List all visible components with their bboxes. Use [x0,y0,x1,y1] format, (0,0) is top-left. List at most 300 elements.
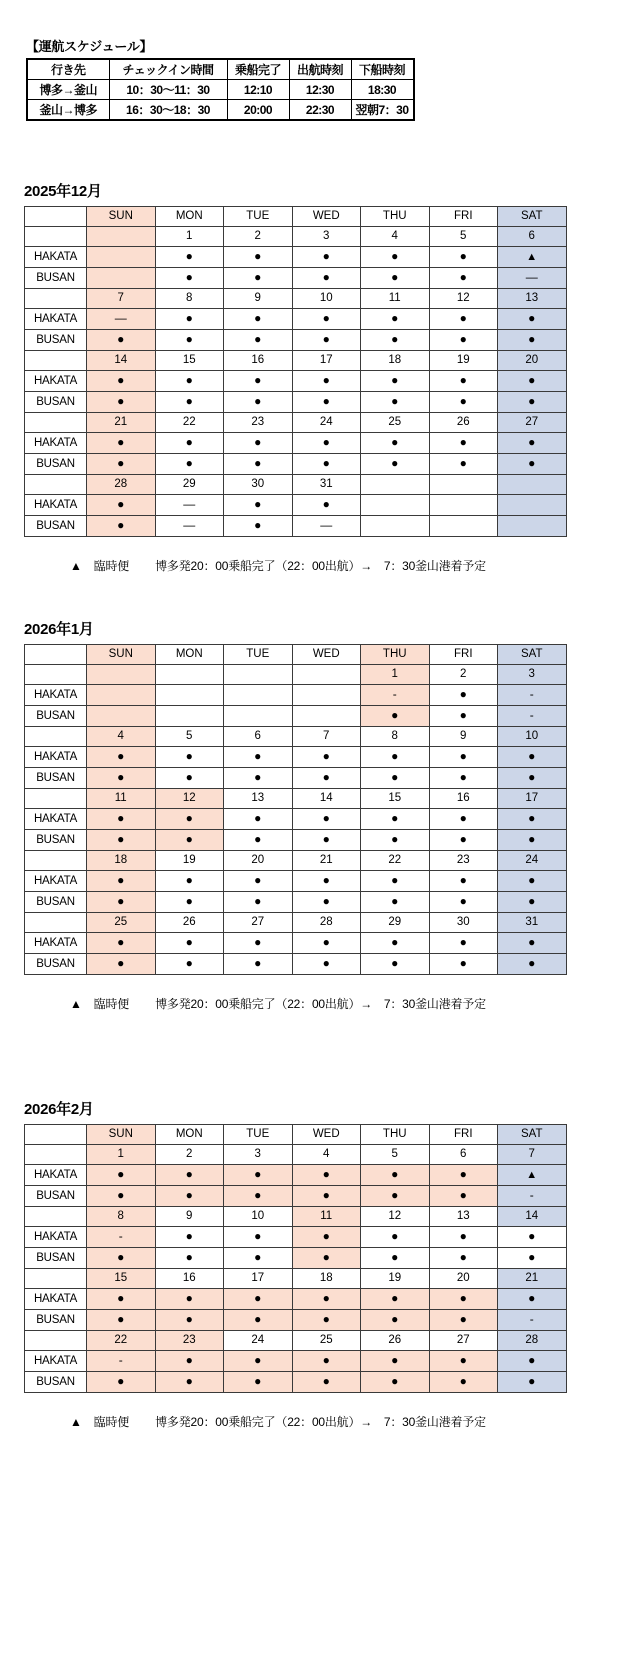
service-symbol-icon: ● [117,1188,125,1202]
calendar-busan-cell [292,454,361,475]
calendar-hakata-cell [224,1227,293,1248]
service-symbol-icon: - [392,687,397,701]
calendar-hakata-cell [361,247,430,268]
calendar-date-cell: 11 [361,289,430,309]
calendar-date-cell: 6 [498,227,567,247]
service-symbol-icon: ● [185,935,193,949]
service-symbol-icon: ● [117,956,125,970]
calendar-date-cell: 15 [361,789,430,809]
service-symbol-icon: ● [459,956,467,970]
calendar-date-cell: 3 [292,227,361,247]
calendar-hakata-row [25,1351,567,1372]
service-symbol-icon: ● [528,1374,536,1388]
calendar-hakata-cell [155,309,224,330]
service-symbol-icon: ● [528,894,536,908]
calendar-legend-note [24,557,584,574]
service-symbol-icon: ● [528,311,536,325]
calendar-busan-cell [292,330,361,351]
calendar-busan-cell [361,1248,430,1269]
calendar-row-label-blank [25,913,87,933]
calendar-hakata-cell [498,1165,567,1186]
calendar-row-label-blank [25,475,87,495]
calendar-hakata-cell [155,433,224,454]
service-symbol-icon: - [529,687,534,701]
calendar-busan-cell [224,392,293,413]
service-symbol-icon: ● [459,249,467,263]
service-symbol-icon: ● [117,832,125,846]
calendar-busan-row [25,706,567,727]
calendar-date-cell: 13 [224,789,293,809]
calendar-busan-cell [87,268,156,289]
calendar-busan-cell [429,1310,498,1331]
service-symbol-icon: ● [528,935,536,949]
schedule-row-hakata-to-busan [27,80,414,100]
calendar-corner-cell [25,1125,87,1145]
calendar-row-label-hakata: HAKATA [25,809,87,830]
calendar-date-cell: 19 [155,851,224,871]
calendar-date-cell [361,475,430,495]
calendar-hakata-cell [155,371,224,392]
calendar-row-label-blank [25,1145,87,1165]
service-symbol-icon: ● [459,1250,467,1264]
calendar-row-label-blank [25,227,87,247]
schedule-cell-checkin: 10：30～11：30 [109,80,227,100]
calendar-busan-cell [87,454,156,475]
service-symbol-icon: ● [528,435,536,449]
calendar-date-cell: 10 [498,727,567,747]
calendar-row-label-hakata: HAKATA [25,1289,87,1310]
calendar-busan-cell [224,768,293,789]
calendar-hakata-cell [429,371,498,392]
service-symbol-icon: ● [254,1291,262,1305]
calendar-hakata-row [25,933,567,954]
calendar-hakata-cell [224,685,293,706]
calendar-date-cell: 2 [155,1145,224,1165]
service-symbol-icon: ● [254,1353,262,1367]
calendar-date-cell: 23 [429,851,498,871]
schedule-cell-disembark: 翌朝7：30 [351,100,414,121]
calendar-hakata-cell [498,1351,567,1372]
calendar-dow-mon: MON [155,1125,224,1145]
service-symbol-icon: ● [117,435,125,449]
service-symbol-icon: ● [117,935,125,949]
calendar-hakata-cell [87,247,156,268]
calendar-busan-cell [292,1372,361,1393]
service-symbol-icon: ● [528,749,536,763]
calendar-busan-cell [292,892,361,913]
calendar-date-cell: 11 [87,789,156,809]
service-symbol-icon: ● [185,1291,193,1305]
calendar-date-cell: 3 [224,1145,293,1165]
calendar-hakata-cell [429,1289,498,1310]
service-symbol-icon: ● [185,332,193,346]
calendar-hakata-cell [292,1351,361,1372]
calendar-hakata-row [25,685,567,706]
calendar-hakata-cell [292,747,361,768]
calendar-date-row [25,851,567,871]
service-symbol-icon: ● [391,270,399,284]
service-symbol-icon: ● [459,435,467,449]
calendar-hakata-cell [155,1165,224,1186]
service-symbol-icon: ● [391,1353,399,1367]
service-symbol-icon: ● [322,894,330,908]
service-symbol-icon: ● [117,1312,125,1326]
service-symbol-icon: ● [459,394,467,408]
calendar-busan-cell [361,516,430,537]
calendar-hakata-cell [155,933,224,954]
calendar-busan-cell [361,1310,430,1331]
schedule-cell-departure: 12:30 [289,80,351,100]
schedule-col-departure: 出航時刻 [289,59,351,80]
calendar-row-label-hakata: HAKATA [25,1351,87,1372]
service-symbol-icon: ● [528,832,536,846]
service-symbol-icon: ▲ [526,250,538,263]
service-symbol-icon: ● [528,770,536,784]
calendar-hakata-cell [292,247,361,268]
calendar-hakata-cell [498,495,567,516]
calendar-row-label-blank [25,289,87,309]
schedule-cell-disembark: 18:30 [351,80,414,100]
legend-text: 博多発20：00乗船完了（22：00出航）→ 7：30釜山港着予定 [155,1415,486,1429]
calendar-date-row [25,1269,567,1289]
service-symbol-icon: ● [528,1250,536,1264]
calendar-busan-cell [224,268,293,289]
calendar-busan-row [25,454,567,475]
calendar-date-cell [429,475,498,495]
service-symbol-icon: ● [391,811,399,825]
service-symbol-icon: - [118,1229,123,1243]
service-symbol-icon: ● [185,249,193,263]
calendar-hakata-cell [361,1289,430,1310]
calendar-date-row [25,789,567,809]
calendar-busan-cell [292,768,361,789]
calendar-busan-cell [361,454,430,475]
calendar-hakata-cell [361,1351,430,1372]
calendar-date-cell: 16 [224,351,293,371]
calendar-hakata-cell [224,371,293,392]
calendar-busan-cell [429,330,498,351]
calendar-date-cell: 5 [429,227,498,247]
service-symbol-icon: ● [391,708,399,722]
service-symbol-icon: ● [528,373,536,387]
service-symbol-icon: ● [185,311,193,325]
calendar-date-cell: 21 [498,1269,567,1289]
calendar-hakata-cell [155,685,224,706]
calendar-date-cell: 29 [361,913,430,933]
calendar-busan-cell [361,1186,430,1207]
calendar-block-2026-02 [24,1098,584,1430]
service-symbol-icon: ● [117,1167,125,1181]
calendar-hakata-cell [292,933,361,954]
calendar-busan-cell [361,954,430,975]
calendar-date-cell: 4 [361,227,430,247]
calendar-dow-header-row [25,207,567,227]
service-symbol-icon: — [320,518,333,532]
calendar-date-row [25,1207,567,1227]
calendar-busan-row [25,768,567,789]
calendar-date-cell: 5 [155,727,224,747]
calendar-hakata-cell [224,747,293,768]
calendar-row-label-busan: BUSAN [25,392,87,413]
calendar-hakata-cell [498,809,567,830]
calendar-date-cell: 7 [87,289,156,309]
calendar-busan-cell [498,892,567,913]
calendar-date-cell: 16 [155,1269,224,1289]
service-symbol-icon: ● [459,894,467,908]
service-symbol-icon: ● [117,497,125,511]
calendar-row-label-busan: BUSAN [25,516,87,537]
calendar-hakata-cell [87,871,156,892]
calendar-hakata-cell [429,1227,498,1248]
calendar-busan-row [25,1186,567,1207]
service-symbol-icon: ● [322,332,330,346]
service-symbol-icon: ● [322,935,330,949]
calendar-busan-cell [429,768,498,789]
calendar-hakata-row [25,309,567,330]
calendar-busan-cell [429,1248,498,1269]
calendar-busan-row [25,1248,567,1269]
calendar-row-label-blank [25,351,87,371]
service-symbol-icon: ● [391,1167,399,1181]
calendar-date-cell: 16 [429,789,498,809]
calendar-busan-cell [155,1310,224,1331]
service-symbol-icon: ● [459,811,467,825]
service-symbol-icon: - [118,1353,123,1367]
calendar-busan-cell [224,1372,293,1393]
calendar-row-label-busan: BUSAN [25,1248,87,1269]
service-symbol-icon: ● [185,1353,193,1367]
calendar-busan-cell [224,516,293,537]
service-symbol-icon: ● [117,373,125,387]
calendar-busan-cell [87,892,156,913]
calendar-busan-cell [155,268,224,289]
calendar-dow-tue: TUE [224,645,293,665]
calendar-date-cell: 8 [361,727,430,747]
legend-text: 博多発20：00乗船完了（22：00出航）→ 7：30釜山港着予定 [155,997,486,1011]
service-symbol-icon: ● [117,873,125,887]
calendar-busan-cell [224,454,293,475]
calendar-table [24,644,567,975]
service-symbol-icon: - [529,708,534,722]
service-symbol-icon: ● [254,1167,262,1181]
calendar-hakata-cell [361,495,430,516]
calendar-date-cell: 18 [87,851,156,871]
calendar-busan-cell [498,954,567,975]
service-symbol-icon: ● [185,1188,193,1202]
calendar-row-label-hakata: HAKATA [25,309,87,330]
service-symbol-icon: ● [185,749,193,763]
service-symbol-icon: ● [185,894,193,908]
calendar-corner-cell [25,645,87,665]
schedule-cell-boarding: 12:10 [227,80,289,100]
service-symbol-icon: ● [254,394,262,408]
service-symbol-icon: ● [254,956,262,970]
calendar-hakata-cell [498,747,567,768]
calendar-busan-cell [361,706,430,727]
calendar-hakata-cell [155,1351,224,1372]
service-symbol-icon: ● [322,1291,330,1305]
calendar-date-cell: 27 [429,1331,498,1351]
calendar-busan-row [25,892,567,913]
calendar-row-label-blank [25,851,87,871]
service-symbol-icon: ● [322,770,330,784]
calendar-row-label-busan: BUSAN [25,268,87,289]
calendar-hakata-cell [429,309,498,330]
schedule-cell-checkin: 16：30～18：30 [109,100,227,121]
calendar-date-cell: 7 [292,727,361,747]
calendar-busan-cell [87,516,156,537]
calendar-hakata-cell [224,1165,293,1186]
service-symbol-icon: ● [254,894,262,908]
service-symbol-icon: ● [459,770,467,784]
service-symbol-icon: ● [391,1250,399,1264]
calendar-hakata-cell [361,871,430,892]
calendar-hakata-cell [361,309,430,330]
service-symbol-icon: ● [459,270,467,284]
calendar-busan-row [25,392,567,413]
calendar-hakata-row [25,247,567,268]
service-symbol-icon: — [114,311,127,325]
calendar-date-row [25,413,567,433]
calendar-hakata-row [25,747,567,768]
service-symbol-icon: ● [459,1229,467,1243]
service-symbol-icon: ● [322,956,330,970]
service-symbol-icon: ● [322,873,330,887]
calendar-busan-cell [292,392,361,413]
service-symbol-icon: ● [459,935,467,949]
service-symbol-icon: ● [254,497,262,511]
calendar-hakata-cell [429,809,498,830]
calendar-date-cell: 14 [498,1207,567,1227]
calendar-busan-cell [224,1248,293,1269]
service-symbol-icon: ● [322,1167,330,1181]
service-symbol-icon: ● [528,956,536,970]
calendar-busan-cell [292,830,361,851]
calendar-date-cell: 24 [292,413,361,433]
calendar-hakata-row [25,1289,567,1310]
calendar-date-row [25,1145,567,1165]
calendar-dow-wed: WED [292,645,361,665]
service-symbol-icon: ● [459,456,467,470]
calendar-date-cell: 30 [224,475,293,495]
calendar-busan-cell [498,1310,567,1331]
service-symbol-icon: ● [391,749,399,763]
service-symbol-icon: ● [117,1291,125,1305]
calendar-date-row [25,727,567,747]
calendar-busan-cell [87,392,156,413]
calendar-busan-cell [429,830,498,851]
service-symbol-icon: ● [185,1312,193,1326]
calendar-busan-cell [498,1186,567,1207]
calendar-date-cell: 3 [498,665,567,685]
calendar-hakata-cell [87,1227,156,1248]
calendar-busan-cell [498,330,567,351]
service-symbol-icon: ● [185,1374,193,1388]
service-symbol-icon: ● [391,956,399,970]
calendar-date-cell: 22 [87,1331,156,1351]
service-symbol-icon: ● [117,518,125,532]
calendar-busan-cell [224,954,293,975]
service-symbol-icon: ● [391,935,399,949]
calendar-date-cell: 18 [292,1269,361,1289]
service-symbol-icon: ● [322,1188,330,1202]
calendar-dow-fri: FRI [429,1125,498,1145]
operation-schedule-title: 【運航スケジュール】 [26,39,153,54]
calendar-busan-cell [155,516,224,537]
calendar-date-cell: 24 [224,1331,293,1351]
calendar-date-cell: 6 [429,1145,498,1165]
service-symbol-icon: ● [459,311,467,325]
service-symbol-icon: ● [185,373,193,387]
calendar-hakata-cell [498,1227,567,1248]
calendar-date-cell: 27 [498,413,567,433]
calendar-busan-cell [498,392,567,413]
service-symbol-icon: ● [185,956,193,970]
calendar-date-cell: 1 [155,227,224,247]
calendar-hakata-cell [87,809,156,830]
calendar-date-cell: 2 [429,665,498,685]
calendar-hakata-cell [498,371,567,392]
calendar-hakata-cell [361,1227,430,1248]
service-symbol-icon: ● [459,687,467,701]
legend-label: 臨時便 [93,1415,130,1429]
calendar-hakata-cell [429,933,498,954]
schedule-header-row [27,59,414,80]
calendar-row-label-blank [25,665,87,685]
calendar-busan-cell [361,830,430,851]
calendar-busan-cell [292,1186,361,1207]
calendar-hakata-cell [87,309,156,330]
calendar-hakata-cell [429,747,498,768]
service-symbol-icon: ● [322,832,330,846]
schedule-cell-departure: 22:30 [289,100,351,121]
calendar-date-cell: 21 [292,851,361,871]
calendar-dow-header-row [25,1125,567,1145]
calendar-busan-cell [498,516,567,537]
calendar-date-row [25,227,567,247]
calendar-hakata-cell [87,685,156,706]
service-symbol-icon: ● [254,435,262,449]
calendar-date-cell: 24 [498,851,567,871]
calendar-date-cell: 29 [155,475,224,495]
operation-schedule-table [26,58,415,121]
calendar-date-cell: 6 [224,727,293,747]
calendar-busan-cell [292,516,361,537]
calendar-row-label-busan: BUSAN [25,1310,87,1331]
calendar-dow-thu: THU [361,645,430,665]
calendar-busan-cell [224,892,293,913]
service-symbol-icon: ● [391,770,399,784]
service-symbol-icon: ● [254,518,262,532]
calendar-date-cell: 9 [224,289,293,309]
calendar-row-label-blank [25,1207,87,1227]
calendar-hakata-cell [87,371,156,392]
service-symbol-icon: ● [254,1312,262,1326]
calendar-row-label-busan: BUSAN [25,892,87,913]
calendar-date-cell: 15 [87,1269,156,1289]
calendar-busan-cell [498,1372,567,1393]
service-symbol-icon: ● [322,1229,330,1243]
calendar-dow-fri: FRI [429,645,498,665]
calendar-date-cell: 12 [429,289,498,309]
calendar-hakata-cell [292,1165,361,1186]
calendar-date-cell: 15 [155,351,224,371]
calendar-hakata-cell [155,247,224,268]
calendar-hakata-cell [224,495,293,516]
calendar-busan-cell [361,268,430,289]
service-symbol-icon: ● [117,1374,125,1388]
service-symbol-icon: ● [391,332,399,346]
